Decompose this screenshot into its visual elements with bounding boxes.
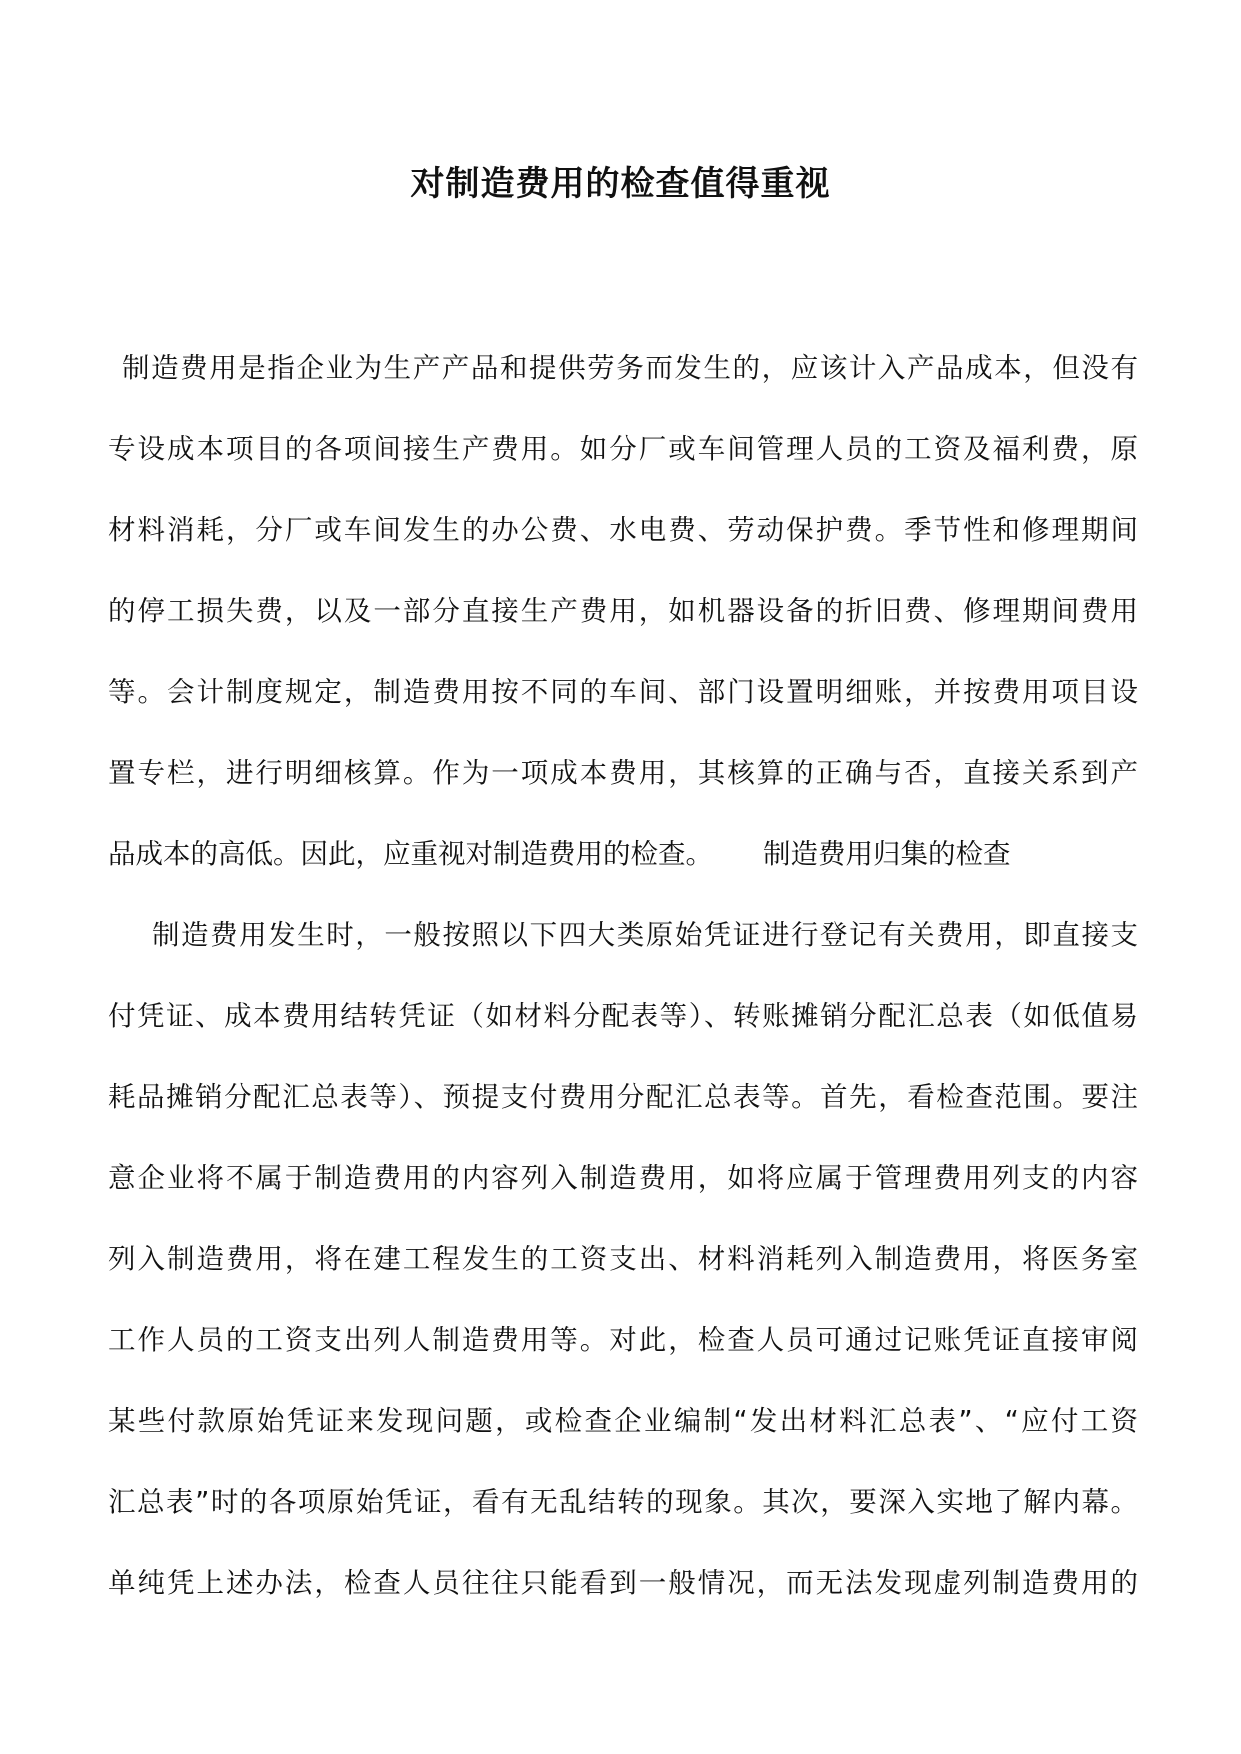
paragraph-line: 意企业将不属于制造费用的内容列入制造费用，如将应属于管理费用列支的内容 bbox=[108, 1162, 1138, 1194]
paragraph-line-with-heading bbox=[108, 826, 1138, 907]
paragraph-line: 某些付款原始凭证来发现问题，或检查企业编制“发出材料汇总表”、“应付工资 bbox=[108, 1405, 1138, 1437]
document-title: 对制造费用的检查值得重视 bbox=[410, 164, 831, 204]
paragraph-line: 汇总表”时的各项原始凭证，看有无乱结转的现象。其次，要深入实地了解内幕。 bbox=[108, 1486, 1138, 1518]
paragraph-line: 的停工损失费，以及一部分直接生产费用，如机器设备的折旧费、修理期间费用 bbox=[108, 595, 1138, 627]
paragraph-line: 列入制造费用，将在建工程发生的工资支出、材料消耗列入制造费用，将医务室 bbox=[108, 1243, 1138, 1275]
paragraph-line: 等。会计制度规定，制造费用按不同的车间、部门设置明细账，并按费用项目设 bbox=[108, 676, 1138, 708]
paragraph-line: 材料消耗，分厂或车间发生的办公费、水电费、劳动保护费。季节性和修理期间 bbox=[108, 514, 1138, 546]
paragraph-line: 耗品摊销分配汇总表等）、预提支付费用分配汇总表等。首先，看检查范围。要注 bbox=[108, 1081, 1138, 1113]
paragraph-line-end: 品成本的高低。因此，应重视对制造费用的检查。 bbox=[108, 838, 713, 870]
paragraph-line: 制造费用发生时，一般按照以下四大类原始凭证进行登记有关费用，即直接支 bbox=[152, 919, 1138, 951]
paragraph-line: 专设成本项目的各项间接生产费用。如分厂或车间管理人员的工资及福利费，原 bbox=[108, 433, 1138, 465]
paragraph-line: 付凭证、成本费用结转凭证（如材料分配表等）、转账摊销分配汇总表（如低值易 bbox=[108, 1000, 1138, 1032]
section-heading: 制造费用归集的检查 bbox=[763, 838, 1011, 870]
document-body bbox=[108, 340, 1138, 1636]
paragraph-line: 单纯凭上述办法，检查人员往往只能看到一般情况，而无法发现虚列制造费用的 bbox=[108, 1567, 1138, 1599]
paragraph-line: 制造费用是指企业为生产产品和提供劳务而发生的，应该计入产品成本，但没有 bbox=[122, 352, 1138, 384]
paragraph-line: 置专栏，进行明细核算。作为一项成本费用，其核算的正确与否，直接关系到产 bbox=[108, 757, 1138, 789]
paragraph-line: 工作人员的工资支出列人制造费用等。对此，检查人员可通过记账凭证直接审阅 bbox=[108, 1324, 1138, 1356]
